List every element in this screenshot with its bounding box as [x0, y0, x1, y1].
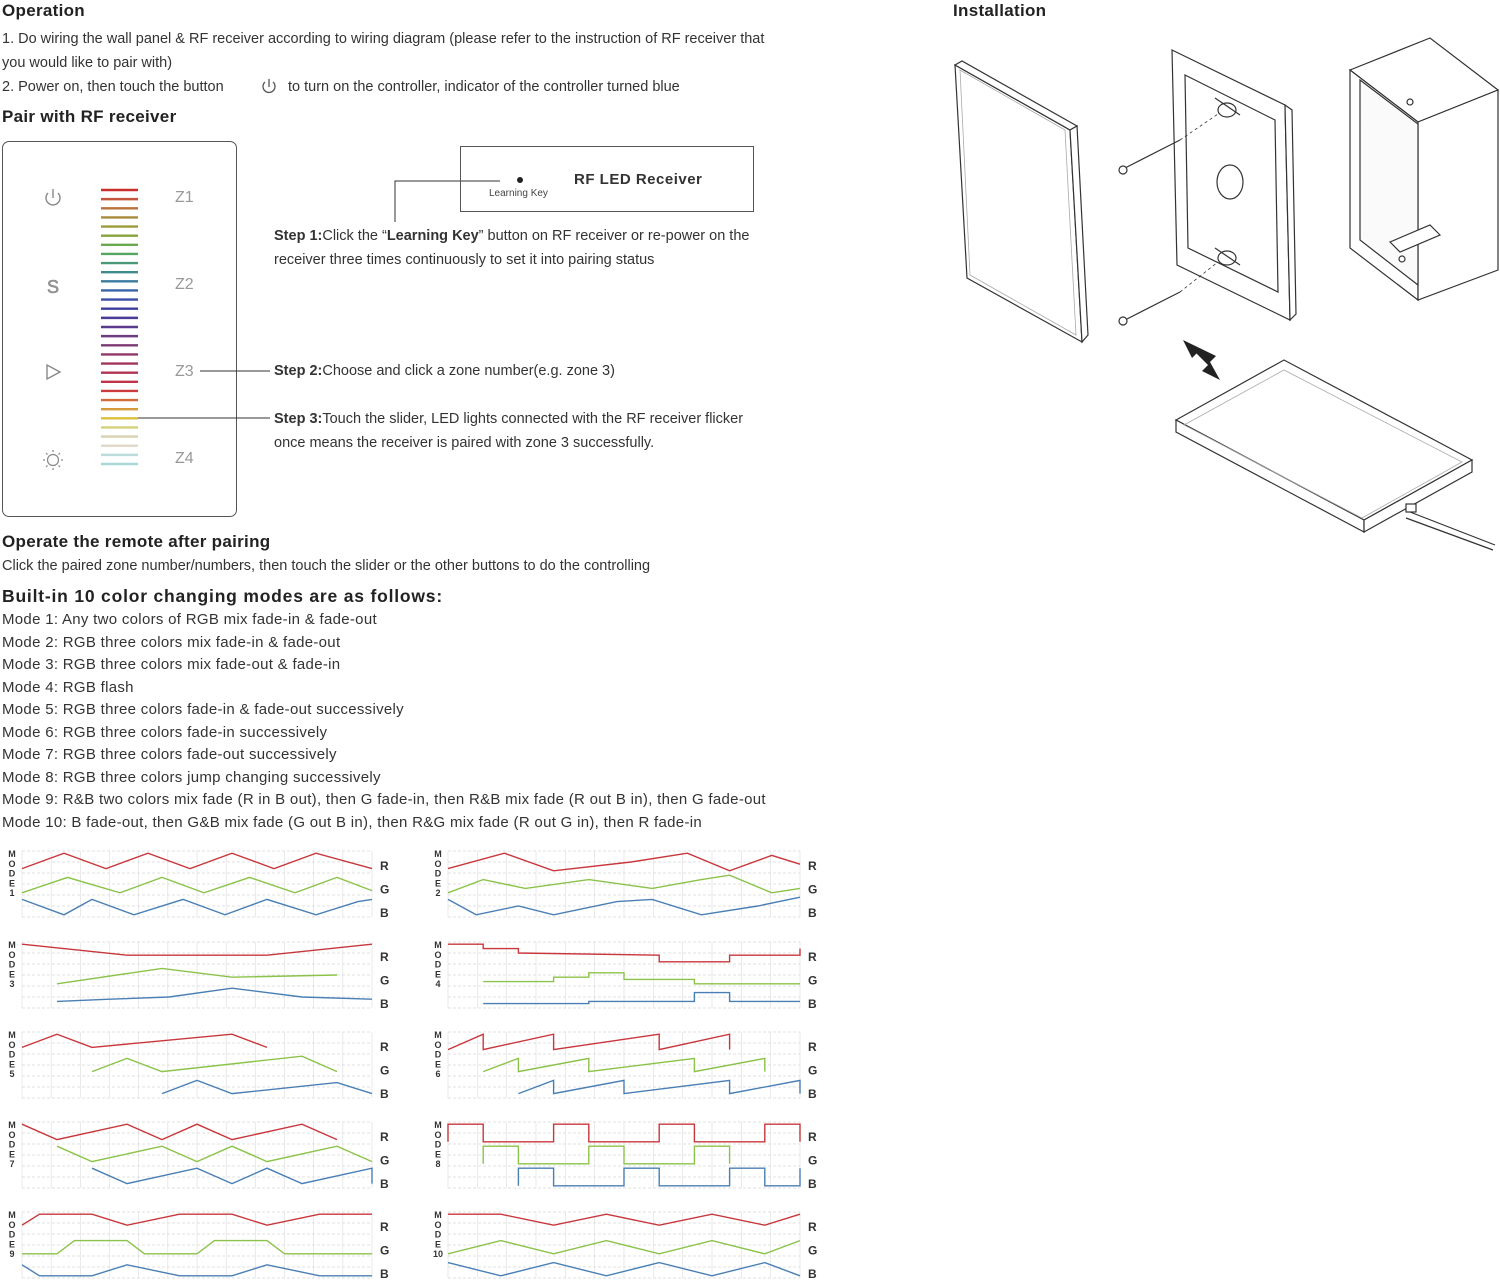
operation-step1-continued: you would like to pair with) [2, 55, 173, 71]
mode-label: E [8, 878, 16, 889]
waveform-b [92, 1168, 372, 1183]
step1-line2: receiver three times continuously to set it into pairing status [274, 252, 655, 268]
waveform-b [57, 988, 372, 1001]
mode-label: M [8, 1120, 16, 1130]
waveform-b [483, 993, 800, 1004]
channel-label-r: R [380, 950, 389, 964]
mode-label: M [8, 849, 16, 859]
mode-item: Mode 8: RGB three colors jump changing successively [2, 768, 381, 786]
waveform-g [57, 1146, 372, 1161]
channel-label-g: G [808, 1243, 818, 1258]
channel-label-g: G [380, 1243, 390, 1258]
mode-label: 9 [9, 1249, 15, 1260]
step1-text-a: Click the “ [322, 228, 387, 244]
mode-label: O [434, 1129, 442, 1140]
mode-label: E [8, 969, 16, 980]
panel-bottom [1176, 360, 1495, 550]
channel-label-r: R [380, 1130, 389, 1144]
mode-label: 1 [9, 888, 15, 899]
mode-label: M [434, 1210, 442, 1220]
mode-label: 3 [9, 979, 15, 990]
mode-label: O [434, 1039, 442, 1050]
step2-text: Choose and click a zone number(e.g. zone 3) [322, 363, 615, 379]
zone-2-button[interactable]: Z2 [175, 276, 194, 293]
mode-label: O [8, 949, 16, 960]
mounting-frame [1172, 50, 1296, 320]
mode-label: D [434, 868, 442, 879]
mode-label: M [8, 940, 16, 950]
zone-4-button[interactable]: Z4 [175, 450, 194, 467]
step3-line1 [274, 407, 743, 431]
channel-label-b: B [808, 1087, 817, 1101]
channel-label-b: B [380, 997, 389, 1011]
operation-heading: Operation [2, 1, 85, 20]
channel-label-b: B [380, 1087, 389, 1101]
operate-text: Click the paired zone number/numbers, then touch the slider or the other buttons to do the controlling [2, 558, 651, 574]
mode-label: E [434, 1239, 442, 1250]
operation-step2-b: to turn on the controller, indicator of the controller turned blue [288, 79, 680, 95]
panel-s-icon: S [46, 277, 60, 297]
mode-label: M [8, 1030, 16, 1040]
learning-key-button[interactable] [517, 177, 523, 183]
mode-label: D [8, 959, 16, 970]
step3-label: Step 3: [274, 411, 323, 427]
step2 [274, 359, 615, 383]
modes-heading: Built-in 10 color changing modes are as follows: [2, 586, 443, 606]
waveform-g [483, 973, 800, 984]
channel-label-g: G [380, 973, 390, 988]
mode-item: Mode 9: R&B two colors mix fade (R in B out), then G fade-in, then R&B mix fade (R out B in), then G fade-out [2, 791, 766, 808]
step1-line1 [274, 224, 749, 248]
channel-label-g: G [808, 973, 818, 988]
wall-box [1350, 38, 1498, 300]
installation-heading: Installation [953, 1, 1047, 20]
mode-item: Mode 2: RGB three colors mix fade-in & fade-out [2, 633, 341, 651]
channel-label-r: R [380, 1220, 389, 1234]
mode-label: O [434, 949, 442, 960]
channel-label-r: R [808, 950, 817, 964]
mode-item: Mode 7: RGB three colors fade-out successively [2, 746, 337, 763]
mode-label: E [8, 1149, 16, 1160]
channel-label-r: R [380, 1040, 389, 1054]
mode-label: 4 [435, 979, 441, 990]
channel-label-r: R [808, 1040, 817, 1054]
mode-label: 2 [435, 888, 441, 899]
mode-label: O [434, 858, 442, 869]
waveform-g [92, 1056, 337, 1071]
mode-label: D [8, 868, 16, 879]
mode-item: Mode 6: RGB three colors fade-in successively [2, 723, 328, 741]
wall-panel-front [955, 61, 1088, 342]
mode-label: D [8, 1049, 16, 1060]
mode-label: 5 [9, 1069, 15, 1080]
channel-label-g: G [808, 1063, 818, 1078]
zone-3-button[interactable]: Z3 [175, 363, 194, 380]
mode-label: E [434, 1149, 442, 1160]
channel-label-r: R [808, 859, 817, 873]
mode-label: E [434, 1059, 442, 1070]
mode-label: D [434, 1139, 442, 1150]
channel-label-g: G [808, 1153, 818, 1168]
channel-label-r: R [808, 1130, 817, 1144]
learning-key-label: Learning Key [489, 188, 548, 199]
waveform-r [448, 1034, 730, 1049]
channel-label-r: R [380, 859, 389, 873]
mode-label: M [434, 1030, 442, 1040]
channel-label-r: R [808, 1220, 817, 1234]
mode-label: D [434, 1229, 442, 1240]
pair-heading: Pair with RF receiver [2, 107, 177, 126]
mode-item: Mode 1: Any two colors of RGB mix fade-in & fade-out [2, 611, 377, 628]
mode-label: 6 [435, 1069, 441, 1080]
channel-label-g: G [380, 882, 390, 897]
step2-label: Step 2: [274, 363, 323, 379]
mode-label: 10 [432, 1249, 444, 1260]
mode-item: Mode 5: RGB three colors fade-in & fade-out successively [2, 701, 404, 718]
installation-diagram [940, 30, 1500, 560]
mode-label: M [8, 1210, 16, 1220]
mode-label: 8 [435, 1159, 441, 1170]
waveform-r [22, 1034, 267, 1047]
waveform-r [22, 1124, 337, 1139]
mode-label: M [434, 1120, 442, 1130]
operation-step1: 1. Do wiring the wall panel & RF receiver according to wiring diagram (please refer to the instruction of RF receiver that [2, 31, 765, 47]
mode-waveforms [0, 845, 830, 1284]
mode-label: D [434, 1049, 442, 1060]
mode-label: E [8, 1239, 16, 1250]
operate-heading: Operate the remote after pairing [2, 532, 271, 551]
channel-label-b: B [380, 906, 389, 920]
mode-label: 7 [9, 1159, 15, 1170]
receiver-title: RF LED Receiver [574, 171, 703, 188]
step1-key: Learning Key [386, 228, 479, 244]
mode-label: O [8, 1039, 16, 1050]
rf-receiver-box [460, 146, 754, 212]
mode-label: E [434, 969, 442, 980]
mode-label: D [434, 959, 442, 970]
mode-label: M [434, 940, 442, 950]
channel-label-g: G [808, 882, 818, 897]
channel-label-b: B [380, 1267, 389, 1281]
mode-label: E [8, 1059, 16, 1070]
channel-label-b: B [808, 906, 817, 920]
step1-label: Step 1: [274, 228, 323, 244]
channel-label-b: B [808, 1177, 817, 1191]
mode-label: O [8, 858, 16, 869]
channel-label-b: B [808, 1267, 817, 1281]
channel-label-g: G [380, 1153, 390, 1168]
mode-item: Mode 10: B fade-out, then G&B mix fade (G out B in), then R&G mix fade (R out G in), then R fade-in [2, 813, 703, 831]
channel-label-b: B [808, 997, 817, 1011]
step1-text-b: ” button on RF receiver or re-power on the [478, 228, 750, 244]
mode-label: O [8, 1219, 16, 1230]
mode-label: M [434, 849, 442, 859]
channel-label-b: B [380, 1177, 389, 1191]
mode-label: E [434, 878, 442, 889]
mode-label: D [8, 1139, 16, 1150]
mode-label: O [8, 1129, 16, 1140]
mode-item: Mode 4: RGB flash [2, 678, 134, 696]
mode-item: Mode 3: RGB three colors mix fade-out & fade-in [2, 656, 341, 673]
step3-text: Touch the slider, LED lights connected with the RF receiver flicker [322, 411, 744, 427]
mode-label: D [8, 1229, 16, 1240]
channel-label-g: G [380, 1063, 390, 1078]
operation-step2-a: 2. Power on, then touch the button [2, 79, 224, 95]
zone-1-button[interactable]: Z1 [175, 189, 194, 206]
step3-line2: once means the receiver is paired with zone 3 successfully. [274, 435, 655, 451]
mode-label: O [434, 1219, 442, 1230]
